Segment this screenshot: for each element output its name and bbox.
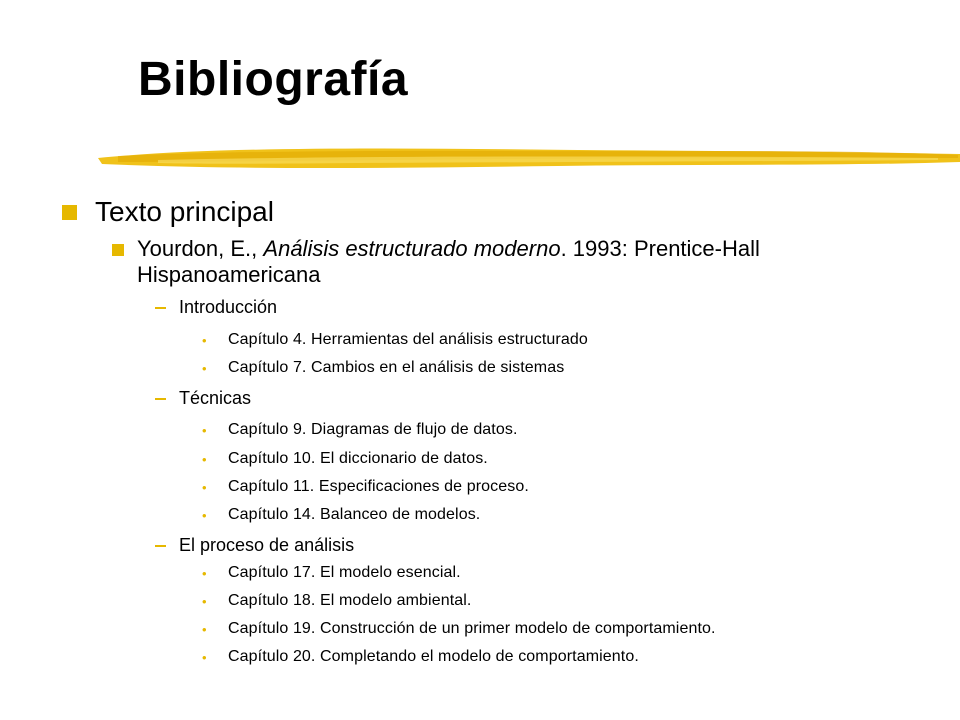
dot-bullet-icon: • [202, 360, 207, 376]
section-label: Introducción [179, 297, 278, 317]
chapter-text: Capítulo 10. El diccionario de datos. [228, 450, 488, 467]
dot-bullet-icon: • [202, 479, 207, 495]
dot-bullet-icon: • [202, 593, 207, 609]
dot-bullet-icon: • [202, 332, 207, 348]
chapter-text: Capítulo 18. El modelo ambiental. [228, 592, 472, 609]
dash-bullet-icon [155, 545, 166, 547]
reference-publisher: . 1993: Prentice-Hall Hispanoamericana [137, 236, 760, 287]
dash-bullet-icon [155, 307, 166, 309]
bullet-level2 [112, 236, 912, 288]
list-item [202, 359, 564, 377]
list-item [202, 564, 461, 582]
chapter-text: Capítulo 11. Especificaciones de proceso. [228, 478, 529, 495]
dot-bullet-icon: • [202, 451, 207, 467]
section-label: El proceso de análisis [179, 535, 355, 555]
chapter-text: Capítulo 19. Construcción de un primer modelo de comportamiento. [228, 620, 716, 637]
dot-bullet-icon: • [202, 507, 207, 523]
square-bullet-icon [62, 205, 77, 220]
section-heading [155, 388, 251, 409]
dot-bullet-icon: • [202, 649, 207, 665]
dot-bullet-icon: • [202, 565, 207, 581]
list-item [202, 620, 716, 638]
chapter-text: Capítulo 14. Balanceo de modelos. [228, 506, 481, 523]
list-item [202, 478, 529, 496]
list-item [202, 421, 518, 439]
dot-bullet-icon: • [202, 621, 207, 637]
reference-book-title: Análisis estructurado moderno [263, 236, 561, 261]
bullet-level1 [62, 196, 274, 228]
list-item [202, 331, 588, 349]
chapter-text: Capítulo 9. Diagramas de flujo de datos. [228, 421, 518, 438]
chapter-text: Capítulo 20. Completando el modelo de comportamiento. [228, 648, 639, 665]
chapter-text: Capítulo 7. Cambios en el análisis de sistemas [228, 359, 565, 376]
list-item [202, 506, 480, 524]
reference-text [137, 236, 912, 288]
chapter-text: Capítulo 17. El modelo esencial. [228, 564, 461, 581]
list-item [202, 648, 639, 666]
section-label: Técnicas [179, 388, 252, 408]
dot-bullet-icon: • [202, 422, 207, 438]
level1-text: Texto principal [95, 196, 274, 227]
reference-author: Yourdon, E., [137, 236, 264, 261]
section-heading [155, 297, 277, 318]
list-item [202, 592, 471, 610]
square-bullet-icon [112, 244, 124, 256]
section-heading [155, 535, 354, 556]
dash-bullet-icon [155, 398, 166, 400]
slide-title: Bibliografía [138, 53, 409, 106]
list-item [202, 450, 488, 468]
chapter-text: Capítulo 4. Herramientas del análisis estructurado [228, 331, 588, 348]
